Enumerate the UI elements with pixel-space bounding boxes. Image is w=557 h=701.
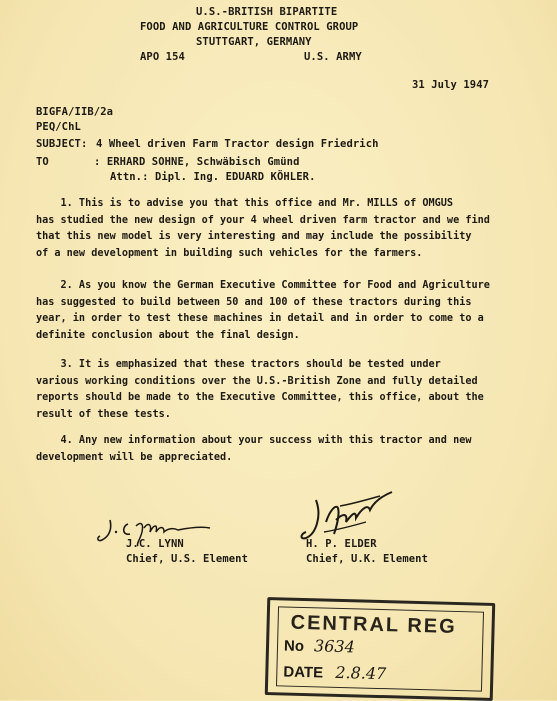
- paragraph-line: 4. Any new information about your success with this tractor and new: [36, 435, 472, 446]
- paragraph-line: 2. As you know the German Executive Committee for Food and Agriculture: [36, 280, 490, 291]
- registry-stamp-number-label: No: [283, 637, 305, 656]
- signatory-left-name: J.C. LYNN: [126, 538, 184, 550]
- paragraph-3: [36, 357, 506, 423]
- letterhead-army: U.S. ARMY: [304, 51, 362, 63]
- registry-stamp-title: CENTRAL REG: [290, 611, 457, 638]
- paragraph-line: various working conditions over the U.S.-British Zone and fully detailed: [36, 375, 478, 387]
- reference-1: BIGFA/IIB/2a: [36, 106, 114, 118]
- subject-label: SUBJECT:: [36, 138, 88, 150]
- paragraph-line: reports should be made to the Executive Committee, this office, about the: [36, 392, 484, 403]
- paragraph-line: has suggested to build between 50 and 100 of these tractors during this: [36, 296, 472, 308]
- paragraph-line: 1. This is to advise you that this office and Mr. MILLS of OMGUS: [36, 198, 454, 209]
- paragraph-line: that this new model is very interesting and may include the possibility: [36, 231, 472, 242]
- letter-date: 31 July 1947: [412, 79, 490, 91]
- registry-stamp-number-value: 3634: [313, 636, 356, 657]
- reference-2: PEQ/ChL: [36, 121, 81, 133]
- to-addressee: : ERHARD SOHNE, Schwäbisch Gmünd: [94, 156, 300, 168]
- paragraph-line: definite conclusion about the final design.: [36, 329, 300, 341]
- paragraph-1: [36, 196, 506, 262]
- paragraph-line: result of these tests.: [36, 408, 171, 420]
- signatory-right-title: Chief, U.K. Element: [306, 553, 429, 565]
- signatory-left-title: Chief, U.S. Element: [126, 553, 249, 565]
- paragraph-line: has studied the new design of your 4 wheel driven farm tractor and we find: [36, 214, 490, 226]
- letterhead-line2: FOOD AND AGRICULTURE CONTROL GROUP: [140, 21, 359, 33]
- registry-stamp: [265, 597, 495, 701]
- registry-stamp-date-label: DATE: [283, 663, 324, 682]
- to-attention: Attn.: Dipl. Ing. EDUARD KÖHLER.: [110, 171, 316, 183]
- paragraph-line: 3. It is emphasized that these tractors should be tested under: [36, 359, 441, 370]
- to-label: TO: [36, 156, 49, 168]
- letterhead-line1: U.S.-BRITISH BIPARTITE: [196, 6, 338, 18]
- paragraph-line: of a new development in building such vehicles for the farmers.: [36, 247, 423, 259]
- registry-stamp-date-value: 2.8.47: [335, 662, 387, 684]
- signatory-right-name: H. P. ELDER: [306, 538, 377, 550]
- registry-stamp-frame: [276, 606, 484, 691]
- paragraph-line: year, in order to test these machines in detail and in order to come to a: [36, 313, 484, 324]
- letterhead-line3: STUTTGART, GERMANY: [196, 36, 312, 48]
- subject-text: 4 Wheel driven Farm Tractor design Friedrich: [96, 138, 379, 150]
- paragraph-4: [36, 433, 506, 466]
- paragraph-2: [36, 278, 506, 344]
- paragraph-line: development will be appreciated.: [36, 451, 233, 463]
- letterhead-apo: APO 154: [140, 51, 185, 63]
